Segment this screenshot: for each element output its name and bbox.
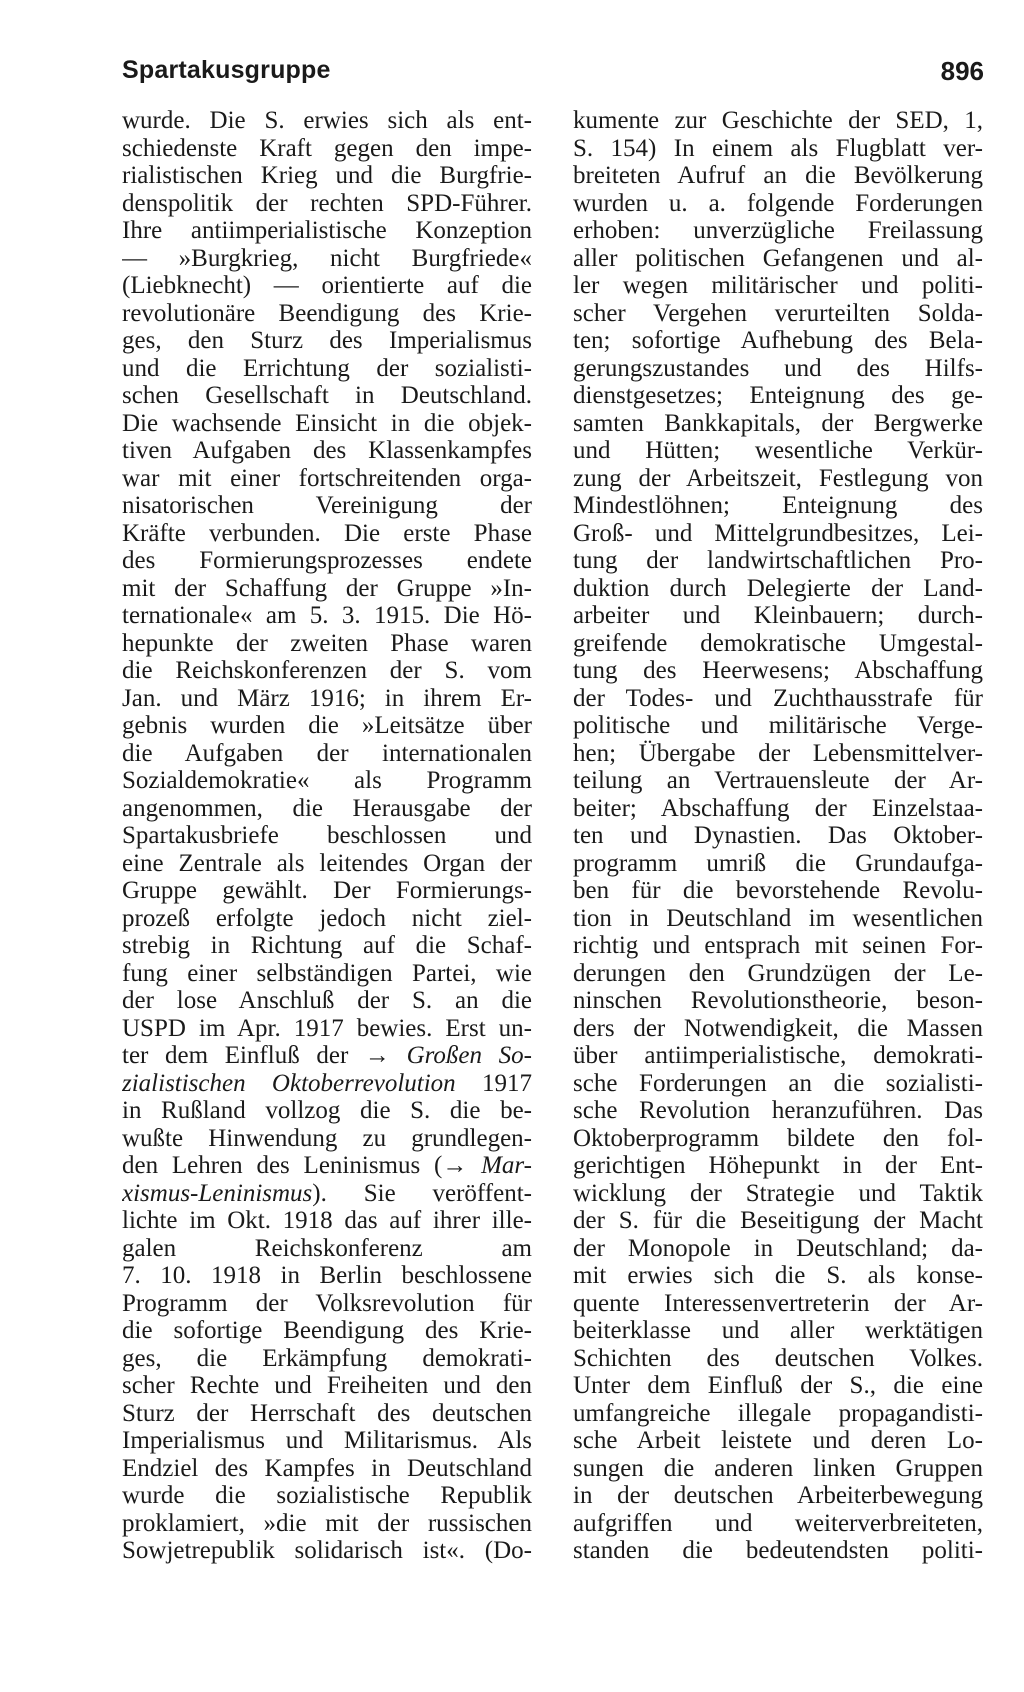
text-line: greifende demokratische Umgestal- (573, 629, 983, 657)
text-line: ben für die bevorstehende Revolu- (573, 877, 983, 904)
text-line: — »Burgkrieg, nicht Burgfriede« (122, 244, 532, 272)
text-line: arbeiter und Kleinbauern; durch- (573, 602, 983, 629)
text-line: und die Errichtung der sozialisti- (122, 354, 532, 382)
text-line: revolutionäre Beendigung des Krie- (122, 299, 532, 327)
text-line: sche Revolution heranzuführen. Das (573, 1097, 983, 1124)
text-line: wurde. Die S. erwies sich als ent- (122, 107, 532, 134)
text-line: zung der Arbeitszeit, Festlegung von (573, 464, 983, 492)
text-line: der lose Anschluß der S. an die (122, 987, 532, 1014)
text-line: ges, den Sturz des Imperialismus (122, 327, 532, 354)
text-line: ler wegen militärischer und politi- (573, 272, 983, 299)
text-line: sche Arbeit leistete und deren Lo- (573, 1427, 983, 1454)
text-column-right (573, 107, 983, 1565)
text-line: Programm der Volksrevolution für (122, 1289, 532, 1317)
text-line: USPD im Apr. 1917 bewies. Erst un- (122, 1014, 532, 1042)
text-line: wurden u. a. folgende Forderungen (573, 189, 983, 217)
text-line: Sowjetrepublik solidarisch ist«. (Do- (122, 1537, 532, 1564)
text-line: denspolitik der rechten SPD-Führer. (122, 189, 532, 217)
text-line: scher Rechte und Freiheiten und den (122, 1372, 532, 1399)
text-line: sche Forderungen an die sozialisti- (573, 1069, 983, 1097)
text-line: tiven Aufgaben des Klassenkampfes (122, 437, 532, 464)
text-line: ter dem Einfluß der → Großen So- (122, 1042, 532, 1069)
text-line: wußte Hinwendung zu grundlegen- (122, 1124, 532, 1152)
text-line: Spartakusbriefe beschlossen und (122, 822, 532, 849)
text-line: proklamiert, »die mit der russischen (122, 1509, 532, 1537)
text-line: fung einer selbständigen Partei, wie (122, 959, 532, 987)
text-line: in Rußland vollzog die S. die be- (122, 1097, 532, 1124)
text-line: ternationale« am 5. 3. 1915. Die Hö- (122, 602, 532, 629)
text-line: der Monopole in Deutschland; da- (573, 1234, 983, 1262)
text-line: wurde die sozialistische Republik (122, 1482, 532, 1509)
text-line: standen die bedeutendsten politi- (573, 1537, 983, 1564)
text-line: 7. 10. 1918 in Berlin beschlossene (122, 1262, 532, 1289)
text-line: teilung an Vertrauensleute der Ar- (573, 767, 983, 794)
text-line: ten; sofortige Aufhebung des Bela- (573, 327, 983, 354)
text-line: Oktoberprogramm bildete den fol- (573, 1124, 983, 1152)
text-line: richtig und entsprach mit seinen For- (573, 932, 983, 959)
text-line: schiedenste Kraft gegen den impe- (122, 134, 532, 162)
text-line: schen Gesellschaft in Deutschland. (122, 382, 532, 409)
text-line: den Lehren des Leninismus (→ Mar- (122, 1152, 532, 1179)
text-line: Imperialismus und Militarismus. Als (122, 1427, 532, 1454)
text-line: quente Interessenvertreterin der Ar- (573, 1289, 983, 1317)
text-line: lichte im Okt. 1918 das auf ihrer ille- (122, 1207, 532, 1234)
text-line: kumente zur Geschichte der SED, 1, (573, 107, 983, 134)
text-line: (Liebknecht) — orientierte auf die (122, 272, 532, 299)
text-line: sungen die anderen linken Gruppen (573, 1454, 983, 1482)
text-line: duktion durch Delegierte der Land- (573, 574, 983, 602)
text-line: war mit einer fortschreitenden orga- (122, 464, 532, 492)
text-line: die Reichskonferenzen der S. vom (122, 657, 532, 684)
text-line: die sofortige Beendigung des Krie- (122, 1317, 532, 1344)
text-line: und Hütten; wesentliche Verkür- (573, 437, 983, 464)
text-line: zialistischen Oktoberrevolution 1917 (122, 1069, 532, 1097)
text-line: nisatorischen Vereinigung der (122, 492, 532, 519)
text-line: aufgriffen und weiterverbreiteten, (573, 1509, 983, 1537)
text-line: beiter; Abschaffung der Einzelstaa- (573, 794, 983, 822)
text-line: Kräfte verbunden. Die erste Phase (122, 519, 532, 547)
text-line: ninschen Revolutionstheorie, beson- (573, 987, 983, 1014)
text-line: Endziel des Kampfes in Deutschland (122, 1454, 532, 1482)
text-line: gebnis wurden die »Leitsätze über (122, 712, 532, 739)
text-column-left (122, 107, 532, 1565)
text-line: gerichtigen Höhepunkt in der Ent- (573, 1152, 983, 1179)
text-line: aller politischen Gefangenen und al- (573, 244, 983, 272)
text-line: der S. für die Beseitigung der Macht (573, 1207, 983, 1234)
text-line: beiterklasse und aller werktätigen (573, 1317, 983, 1344)
text-line: Mindestlöhnen; Enteignung des (573, 492, 983, 519)
text-line: ders der Notwendigkeit, die Massen (573, 1014, 983, 1042)
text-line: wicklung der Strategie und Taktik (573, 1179, 983, 1207)
text-line: dienstgesetzes; Enteignung des ge- (573, 382, 983, 409)
text-line: hepunkte der zweiten Phase waren (122, 629, 532, 657)
text-line: in der deutschen Arbeiterbewegung (573, 1482, 983, 1509)
text-line: galen Reichskonferenz am (122, 1234, 532, 1262)
text-line: Unter dem Einfluß der S., die eine (573, 1372, 983, 1399)
text-line: hen; Übergabe der Lebensmittelver- (573, 739, 983, 767)
text-line: Schichten des deutschen Volkes. (573, 1344, 983, 1372)
text-line: mit der Schaffung der Gruppe »In- (122, 574, 532, 602)
text-line: samten Bankkapitals, der Bergwerke (573, 409, 983, 437)
text-line: umfangreiche illegale propagandisti- (573, 1399, 983, 1427)
running-title: Spartakusgruppe (122, 56, 331, 84)
text-line: strebig in Richtung auf die Schaf- (122, 932, 532, 959)
text-line: politische und militärische Verge- (573, 712, 983, 739)
text-line: prozeß erfolgte jedoch nicht ziel- (122, 904, 532, 932)
text-line: tung der landwirtschaftlichen Pro- (573, 547, 983, 574)
text-line: angenommen, die Herausgabe der (122, 794, 532, 822)
running-header (122, 56, 984, 96)
page-number: 896 (940, 56, 984, 86)
text-line: S. 154) In einem als Flugblatt ver- (573, 134, 983, 162)
text-line: tion in Deutschland im wesentlichen (573, 904, 983, 932)
text-line: Sozialdemokratie« als Programm (122, 767, 532, 794)
text-line: programm umriß die Grundaufga- (573, 849, 983, 877)
text-line: derungen den Grundzügen der Le- (573, 959, 983, 987)
text-line: breiteten Aufruf an die Bevölkerung (573, 162, 983, 189)
text-line: Gruppe gewählt. Der Formierungs- (122, 877, 532, 904)
text-line: Ihre antiimperialistische Konzeption (122, 217, 532, 244)
text-line: eine Zentrale als leitendes Organ der (122, 849, 532, 877)
text-line: des Formierungsprozesses endete (122, 547, 532, 574)
text-line: scher Vergehen verurteilten Solda- (573, 299, 983, 327)
text-line: rialistischen Krieg und die Burgfrie- (122, 162, 532, 189)
text-line: Jan. und März 1916; in ihrem Er- (122, 684, 532, 712)
text-line: Die wachsende Einsicht in die objek- (122, 409, 532, 437)
text-line: xismus-Leninismus). Sie veröffent- (122, 1179, 532, 1207)
text-line: tung des Heerwesens; Abschaffung (573, 657, 983, 684)
text-line: Sturz der Herrschaft des deutschen (122, 1399, 532, 1427)
text-line: ten und Dynastien. Das Oktober- (573, 822, 983, 849)
text-line: erhoben: unverzügliche Freilassung (573, 217, 983, 244)
text-line: ges, die Erkämpfung demokrati- (122, 1344, 532, 1372)
text-line: Groß- und Mittelgrundbesitzes, Lei- (573, 519, 983, 547)
text-line: mit erwies sich die S. als konse- (573, 1262, 983, 1289)
text-line: der Todes- und Zuchthausstrafe für (573, 684, 983, 712)
text-line: gerungszustandes und des Hilfs- (573, 354, 983, 382)
text-line: über antiimperialistische, demokrati- (573, 1042, 983, 1069)
text-line: die Aufgaben der internationalen (122, 739, 532, 767)
